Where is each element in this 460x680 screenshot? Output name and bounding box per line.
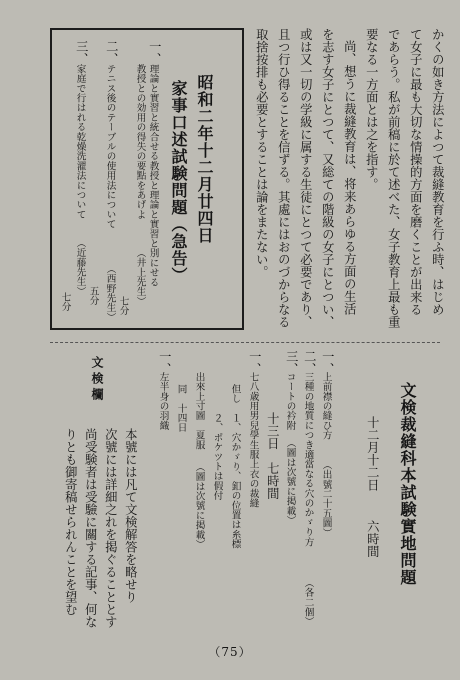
question-text: 理論と實習と統合せる教授と理論と實習と別にせる <box>147 64 159 288</box>
item-number: 一、 <box>157 350 172 375</box>
item-note: （各二個） <box>302 578 314 627</box>
item-note: （圖は次號に掲載） <box>284 438 296 526</box>
essay-line: 尚、想うに裁縫教育は、将来あらゆる方面の生活 <box>342 40 357 315</box>
page-number: （75） <box>208 645 252 659</box>
time-allotted: 七分 <box>117 296 129 316</box>
essay-line: 或は又一切の学級に属する生徒にとつて必要であり、 <box>298 28 313 328</box>
exam-day-heading: 十三日 七時間 <box>265 412 280 500</box>
item-text: コートの衿附 <box>284 372 296 431</box>
exam-duration: 六時間 <box>365 520 380 558</box>
item-condition: 但し １、穴かゞり、釦の位置は糸標 <box>229 384 241 549</box>
item-note: （圖は次號に掲載） <box>193 462 205 550</box>
examiner-name: （井上先生） <box>134 248 146 307</box>
essay-line: て女子に最も大切な情操的方面を磨くことが出来る <box>408 28 423 316</box>
notice-line: りとも御寄稿せられんことを望む <box>63 428 78 616</box>
notice-line: 本號には凡て文検解答を略せり <box>123 428 138 603</box>
question-text: 家庭で行はれる乾燥洗濯法について <box>74 64 86 220</box>
examiner-name: （西野先生） <box>104 264 116 323</box>
essay-line: であらう。私が前稿に於て述べた、女子教育上最も重 <box>386 28 401 328</box>
essay-line: 且つ行ひ得ることを信ずる。其處にはおのづからなる <box>276 28 291 328</box>
notice-label: 文検欄 <box>90 356 104 404</box>
oral-exam-date: 昭和二年十二月廿四日 <box>195 74 214 244</box>
question-number: 一、 <box>147 40 162 65</box>
time-allotted: 五分 <box>87 286 99 306</box>
question-text: 教授との効用の得失の要點をあげよ <box>134 64 146 220</box>
item-number: 二、 <box>302 350 317 375</box>
item-number: 一、 <box>247 350 262 375</box>
oral-exam-title: 家事口述試験問題（急告） <box>169 80 188 284</box>
item-text: 左半身の羽織 <box>157 372 169 431</box>
essay-line: を志す女子にとつて、又総ての階級の女子にとつい、 <box>320 28 335 328</box>
question-text: テニス後のテーブルの使用法について <box>104 64 116 229</box>
practical-exam-title: 文検裁縫科本試験實地問題 <box>398 382 417 586</box>
notice-line: 尚受験者は受驗に關する記事、何な <box>83 428 98 628</box>
examiner-name: （近藤先生） <box>74 238 86 297</box>
item-note: （出號二十五圖） <box>320 460 332 538</box>
item-text: 出來上寸圖 夏服 <box>193 372 205 450</box>
item-number: 三、 <box>284 350 299 375</box>
item-number: 一、 <box>320 350 335 375</box>
notice-line: 次號には詳細之れを掲ぐることとす <box>103 428 118 628</box>
section-divider <box>50 342 440 343</box>
exam-date: 十二月十二日 <box>365 416 380 491</box>
time-allotted: 七分 <box>59 292 71 312</box>
item-condition: ２、ポケツトは假付 <box>211 384 223 501</box>
item-text: 三種の地質につき適當なる穴のかゞり方 <box>302 372 314 547</box>
item-text: 七八歳用男兒學生服上衣の裁縫 <box>247 372 259 508</box>
essay-line: 要なる一方面とは之を指す。 <box>364 28 379 191</box>
exam-day-heading: 同 十四日 <box>175 384 187 433</box>
essay-line: 取捨按排も必要とすることは論をまたない。 <box>254 28 269 278</box>
question-number: 二、 <box>104 40 119 65</box>
item-text: 上前襟の縫ひ方 <box>320 372 332 440</box>
question-number: 三、 <box>74 40 89 65</box>
essay-line: かくの如き方法によつて裁縫教育を行ふ時、はじめ <box>430 28 445 316</box>
